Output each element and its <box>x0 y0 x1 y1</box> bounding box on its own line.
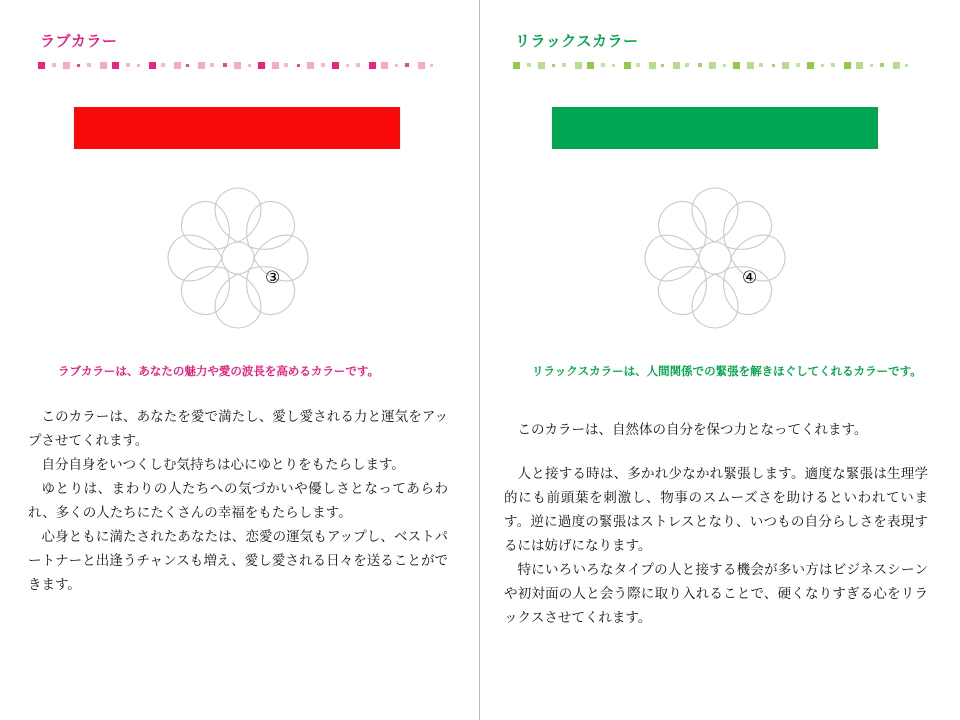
flower-number-label: ④ <box>742 268 758 287</box>
dot <box>538 62 545 69</box>
dot <box>161 63 165 67</box>
section-heading: リラックスカラー <box>515 33 639 50</box>
dot <box>905 64 908 67</box>
dot <box>856 62 863 69</box>
paragraph: 特にいろいろなタイプの人と接する機会が多い方はビジネスシーンや初対面の人と会う際に取り入れることで、硬くなりすぎる心をリラックスさせてくれます。 <box>504 562 928 626</box>
paragraph: 自分自身をいつくしむ気持ちは心にゆとりをもたらします。 <box>41 457 405 473</box>
dot <box>723 64 726 67</box>
flower-number-label: ③ <box>265 268 281 287</box>
dot <box>880 63 884 67</box>
section-lead-text: ラブカラーは、あなたの魅力や愛の波長を高めるカラーです。 <box>58 366 379 378</box>
dot <box>562 63 566 67</box>
section-body-love <box>28 405 448 597</box>
dot <box>223 63 227 67</box>
dot <box>733 62 740 69</box>
dot <box>870 64 873 67</box>
flower-diagram-love <box>158 176 318 336</box>
dot <box>126 63 130 67</box>
dot <box>831 63 835 67</box>
paragraph: ゆとりは、まわりの人たちへの気づかいや優しさとなってあらわれ、多くの人たちにたくさんの幸福をもたらします。 <box>28 481 448 521</box>
section-relax-color <box>480 0 959 720</box>
dot <box>649 62 656 69</box>
dot <box>284 63 288 67</box>
dot <box>307 62 314 69</box>
paragraph: このカラーは、あなたを愛で満たし、愛し愛される力と運気をアップさせてくれます。 <box>28 409 448 449</box>
dot <box>100 62 107 69</box>
dot <box>297 64 300 67</box>
dot <box>248 64 251 67</box>
dot <box>587 62 594 69</box>
section-lead-text: リラックスカラーは、人間関係での緊張を解きほぐしてくれるカラーです。 <box>532 366 922 378</box>
paragraph: このカラーは、自然体の自分を保つ力となってくれます。 <box>517 422 868 437</box>
dot <box>112 62 119 69</box>
dot <box>575 62 582 69</box>
paragraph: 心身ともに満たされたあなたは、恋愛の運気もアップし、ベストパートナーと出逢うチャンスも増え、愛し愛される日々を送ることができます。 <box>28 529 448 593</box>
dot <box>685 63 689 67</box>
dot <box>759 63 763 67</box>
dot <box>844 62 851 69</box>
dot <box>356 63 360 67</box>
dot <box>234 62 241 69</box>
dot <box>381 62 388 69</box>
dot <box>149 62 156 69</box>
dot <box>807 62 814 69</box>
dot <box>258 62 265 69</box>
dot <box>332 62 339 69</box>
dot <box>369 62 376 69</box>
dot <box>137 64 140 67</box>
dot <box>893 62 900 69</box>
dot <box>430 64 433 67</box>
dot <box>772 64 775 67</box>
dot <box>418 62 425 69</box>
dot <box>661 64 664 67</box>
dot <box>612 64 615 67</box>
dot <box>673 62 680 69</box>
dot <box>38 62 45 69</box>
dot <box>87 63 91 67</box>
flower-diagram-relax <box>635 176 795 336</box>
dot <box>405 63 409 67</box>
dot <box>601 63 605 67</box>
dot <box>709 62 716 69</box>
section-love-color <box>0 0 479 720</box>
dot <box>624 62 631 69</box>
decorative-dot-band-right <box>513 58 911 72</box>
dot <box>821 64 824 67</box>
dot <box>186 64 189 67</box>
dot <box>747 62 754 69</box>
section-body-relax <box>504 418 928 630</box>
dot <box>796 63 800 67</box>
decorative-dot-band-left <box>38 58 436 72</box>
dot <box>395 64 398 67</box>
dot <box>52 63 56 67</box>
dot <box>698 63 702 67</box>
dot <box>321 63 325 67</box>
color-swatch-relax <box>552 107 878 149</box>
dot <box>77 64 80 67</box>
dot <box>527 63 531 67</box>
dot <box>782 62 789 69</box>
paragraph: 人と接する時は、多かれ少なかれ緊張します。適度な緊張は生理学的にも前頭葉を刺激し、物事のスムーズさを助けるといわれています。逆に過度の緊張はストレスとなり、いつもの自分らしさを表現するには妨げになります。 <box>504 466 928 554</box>
dot <box>210 63 214 67</box>
dot <box>636 63 640 67</box>
section-heading: ラブカラー <box>40 33 118 50</box>
dot <box>272 62 279 69</box>
dot <box>63 62 70 69</box>
color-swatch-love <box>74 107 400 149</box>
dot <box>174 62 181 69</box>
dot <box>346 64 349 67</box>
dot <box>198 62 205 69</box>
dot <box>513 62 520 69</box>
dot <box>552 64 555 67</box>
